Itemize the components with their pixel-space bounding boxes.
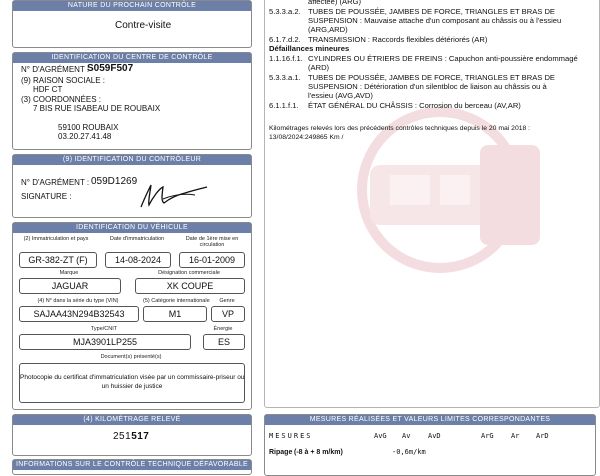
genre-label: Genre: [219, 298, 235, 304]
genre-field: VP: [211, 306, 245, 322]
defaut-item2-code: 6.1.7.d.2.: [269, 35, 301, 44]
controleur-box: [12, 154, 252, 218]
defaut-item3-code: 1.1.16.f.1.: [269, 54, 303, 63]
centre-box: [12, 52, 252, 150]
type-label: Type/CNIT: [90, 326, 118, 332]
documents-field: [19, 363, 245, 403]
documents-line2: un huissier de justice: [101, 383, 163, 390]
defaut-item5-code: 6.1.1.f.1.: [269, 101, 299, 110]
prochain-controle-header: NATURE DU PROCHAIN CONTRÔLE: [13, 1, 251, 11]
mesures-col-ard: ArD: [536, 432, 549, 440]
prochain-controle-box: [12, 0, 252, 48]
mesures-col-avg: AvG: [374, 432, 387, 440]
centre-address-line1: 7 BIS RUE ISABEAU DE ROUBAIX: [33, 104, 161, 113]
km-note-line1: Kilométrages relevés lors des précédents contrôles techniques depuis le 20 mai 2018 :: [269, 125, 531, 132]
defaut-item5-text: ÉTAT GÉNÉRAL DU CHÂSSIS : Corrosion du berceau (AV,AR): [308, 101, 521, 110]
mesures-col-arg: ArG: [481, 432, 494, 440]
left-column: [0, 0, 262, 470]
controleur-agrement-value: 059D1269: [91, 176, 138, 187]
kilometrage-value: [113, 432, 149, 442]
vin-label: (4) N° dans la série du type (VIN): [37, 298, 119, 304]
centre-agrement-label: N° D'AGRÉMENT :: [21, 65, 90, 74]
mesures-header: MESURES RÉALISÉES ET VALEURS LIMITES CORRESPONDANTES: [265, 415, 595, 425]
defaut-item1-line1: TUBES DE POUSSÉE, JAMBES DE FORCE, TRIANGLES ET BRAS DE: [308, 7, 555, 16]
bottom-left-header: INFORMATIONS SUR LE CONTRÔLE TECHNIQUE DÉFAVORABLE: [13, 460, 251, 470]
defaut-item1-line3: (ARG,ARD): [308, 25, 348, 34]
kilometrage-box: [12, 414, 252, 456]
centre-phone: 03.20.27.41.48: [58, 132, 112, 141]
energie-label: Énergie: [213, 326, 233, 332]
vehicule-header: IDENTIFICATION DU VÉHICULE: [13, 223, 251, 233]
prochain-controle-value: Contre-visite: [115, 20, 172, 31]
centre-header: IDENTIFICATION DU CENTRE DE CONTRÔLE: [13, 53, 251, 63]
centre-address-line2: 59100 ROUBAIX: [58, 123, 119, 132]
categorie-field: M1: [143, 306, 207, 322]
defaut-item1-line2: SUSPENSION : Mauvaise attache d'un composant au châssis ou à l'essieu: [308, 16, 562, 25]
energie-field: ES: [203, 334, 245, 350]
kilometrage-header: (4) KILOMÉTRAGE RELEVÉ: [13, 415, 251, 425]
km-note-line2: 13/08/2024:249865 Km /: [269, 134, 344, 141]
date-first-field: 16-01-2009: [179, 252, 245, 268]
vehicule-box: [12, 222, 252, 410]
defaut-item4-line2: SUSPENSION : Détérioration d'un silentbloc de liaison au châssis ou à: [308, 82, 547, 91]
categorie-label: (5) Catégorie internationale: [143, 298, 210, 304]
defaut-line0: affectée) (ARG): [308, 0, 362, 6]
designation-field: XK COUPE: [135, 278, 245, 294]
mesures-col-ar: Ar: [511, 432, 520, 440]
ripage-label: Ripage: [269, 449, 293, 456]
controleur-agrement-label: N° D'AGRÉMENT :: [21, 178, 90, 187]
controleur-signature-label: SIGNATURE :: [21, 192, 72, 201]
mesures-col-avd: AvD: [428, 432, 441, 440]
date-immat-label: Date d'immatriculation: [109, 236, 165, 242]
defaut-item3-line1: CYLINDRES OU ÉTRIERS DE FREINS : Capuchon anti-poussière endommagé: [308, 54, 578, 63]
defaut-item4-line1: TUBES DE POUSSÉE, JAMBES DE FORCE, TRIANGLES ET BRAS DE: [308, 73, 555, 82]
marque-label: Marque: [59, 270, 79, 276]
marque-field: JAGUAR: [19, 278, 121, 294]
bottom-left-box: [12, 459, 252, 475]
centre-raison-label: (9) RAISON SOCIALE :: [21, 76, 106, 85]
centre-coord-label: (3) COORDONNÉES :: [21, 95, 102, 104]
designation-label: Désignation commerciale: [158, 270, 220, 276]
controleur-header: (9) IDENTIFICATION DU CONTRÔLEUR: [13, 155, 251, 165]
ripage-limits: (-8 à + 8 m/km): [294, 449, 343, 456]
ripage-value: -0,6m/km: [392, 448, 426, 456]
defaut-item4-code: 5.3.3.a.1.: [269, 73, 301, 82]
kilometrage-value-prefix: 251: [113, 431, 132, 442]
date-immat-field: 14-08-2024: [105, 252, 171, 268]
defaut-item2-text: TRANSMISSION : Raccords flexibles détériorés (AR): [308, 35, 488, 44]
kilometrage-value-suffix: 517: [131, 431, 150, 442]
mesures-box: [264, 414, 596, 476]
immat-field: GR-382-ZT (F): [19, 252, 97, 268]
defaut-mineures-title: Défaillances mineures: [269, 44, 350, 53]
immat-label: (2) Immatriculation et pays: [23, 236, 89, 242]
centre-agrement-value: S059F507: [87, 63, 134, 74]
signature-image: [133, 175, 213, 213]
date-first-label-2: circulation: [199, 242, 225, 248]
defaut-item1-code: 5.3.3.a.2.: [269, 7, 301, 16]
centre-raison-value: HDF CT: [33, 85, 63, 94]
defaut-item3-line2: (ARD): [308, 63, 330, 72]
documents-line1: Photocopie du certificat d'immatriculation visée par un commissaire-priseur ou: [20, 374, 245, 381]
vin-field: SAJAA43N294B32543: [19, 306, 139, 322]
defaut-item4-line3: l'essieu (AVG,AVD): [308, 91, 373, 100]
date-first-label-1: Date de 1ère mise en: [185, 236, 239, 242]
documents-label: Document(s) présenté(s): [100, 354, 162, 360]
mesures-title: MESURES: [269, 432, 313, 440]
mesures-col-av: Av: [402, 432, 411, 440]
type-field: MJA3901LP255: [19, 334, 191, 350]
